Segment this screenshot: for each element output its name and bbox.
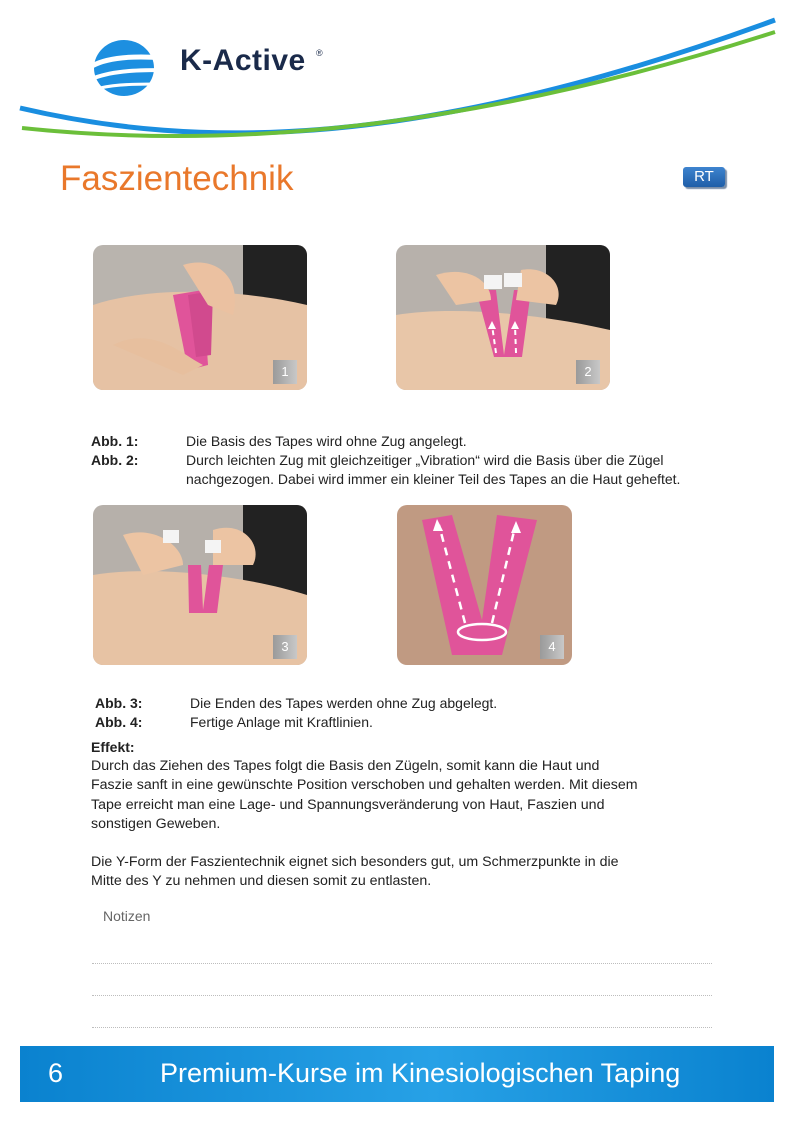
header-swoosh: [0, 0, 793, 150]
caption-text-3: Die Enden des Tapes werden ohne Zug abgelegt.: [190, 695, 498, 711]
caption-block-1-2: [91, 432, 761, 492]
caption-label-1: Abb. 1:: [91, 433, 139, 449]
photo-2: [396, 245, 610, 390]
caption-text-4: Fertige Anlage mit Kraftlinien.: [190, 714, 373, 730]
page-number: 6: [48, 1058, 64, 1088]
caption-label-4: Abb. 4:: [95, 714, 143, 730]
photo-1: [93, 245, 307, 390]
globe-swoosh-icon: [92, 40, 168, 96]
effect-heading: Effekt:: [91, 739, 135, 755]
figure-number-4: 4: [540, 635, 564, 659]
figure-number-3: 3: [273, 635, 297, 659]
effect-paragraph-2: [91, 853, 721, 892]
notes-label: Notizen: [103, 908, 151, 924]
caption-text-2-continued: nachgezogen. Dabei wird immer ein kleiner Teil des Tapes an die Haut geheftet.: [186, 471, 681, 487]
effect-line: sonstigen Geweben.: [91, 815, 221, 832]
footer-title: Premium-Kurse im Kinesiologischen Taping: [160, 1058, 681, 1088]
brand-logo-text: K-Active: [180, 44, 306, 77]
effect-line: Durch das Ziehen des Tapes folgt die Basis den Zügeln, somit kann die Haut und: [91, 758, 600, 774]
notes-line[interactable]: [92, 1027, 712, 1028]
notes-line[interactable]: [92, 995, 712, 996]
photo-4: [397, 505, 572, 665]
effect-line: Tape erreicht man eine Lage- und Spannungsveränderung von Haut, Faszien und: [91, 796, 605, 813]
effect-line: Mitte des Y zu nehmen und diesen somit zu entlasten.: [91, 873, 432, 890]
figure-number-1: 1: [273, 360, 297, 384]
photo-3: [93, 505, 307, 665]
effect-paragraph-1: [91, 757, 721, 834]
notes-line[interactable]: [92, 963, 712, 964]
figure-number-2: 2: [576, 360, 600, 384]
rt-badge: RT: [683, 167, 725, 187]
page-title: Faszientechnik: [60, 159, 294, 198]
effect-line: Faszie sanft in eine gewünschte Position verschoben und gehalten werden. Mit diesem: [91, 777, 638, 794]
caption-text-2: Durch leichten Zug mit gleichzeitiger „Vibration“ wird die Basis über die Zügel: [186, 452, 664, 468]
registered-mark: ®: [316, 48, 323, 58]
caption-text-1: Die Basis des Tapes wird ohne Zug angelegt.: [186, 433, 467, 449]
caption-label-3: Abb. 3:: [95, 695, 143, 711]
caption-block-3-4: [95, 694, 695, 734]
effect-line: Die Y-Form der Faszientechnik eignet sich besonders gut, um Schmerzpunkte in die: [91, 854, 619, 870]
caption-label-2: Abb. 2:: [91, 452, 139, 468]
